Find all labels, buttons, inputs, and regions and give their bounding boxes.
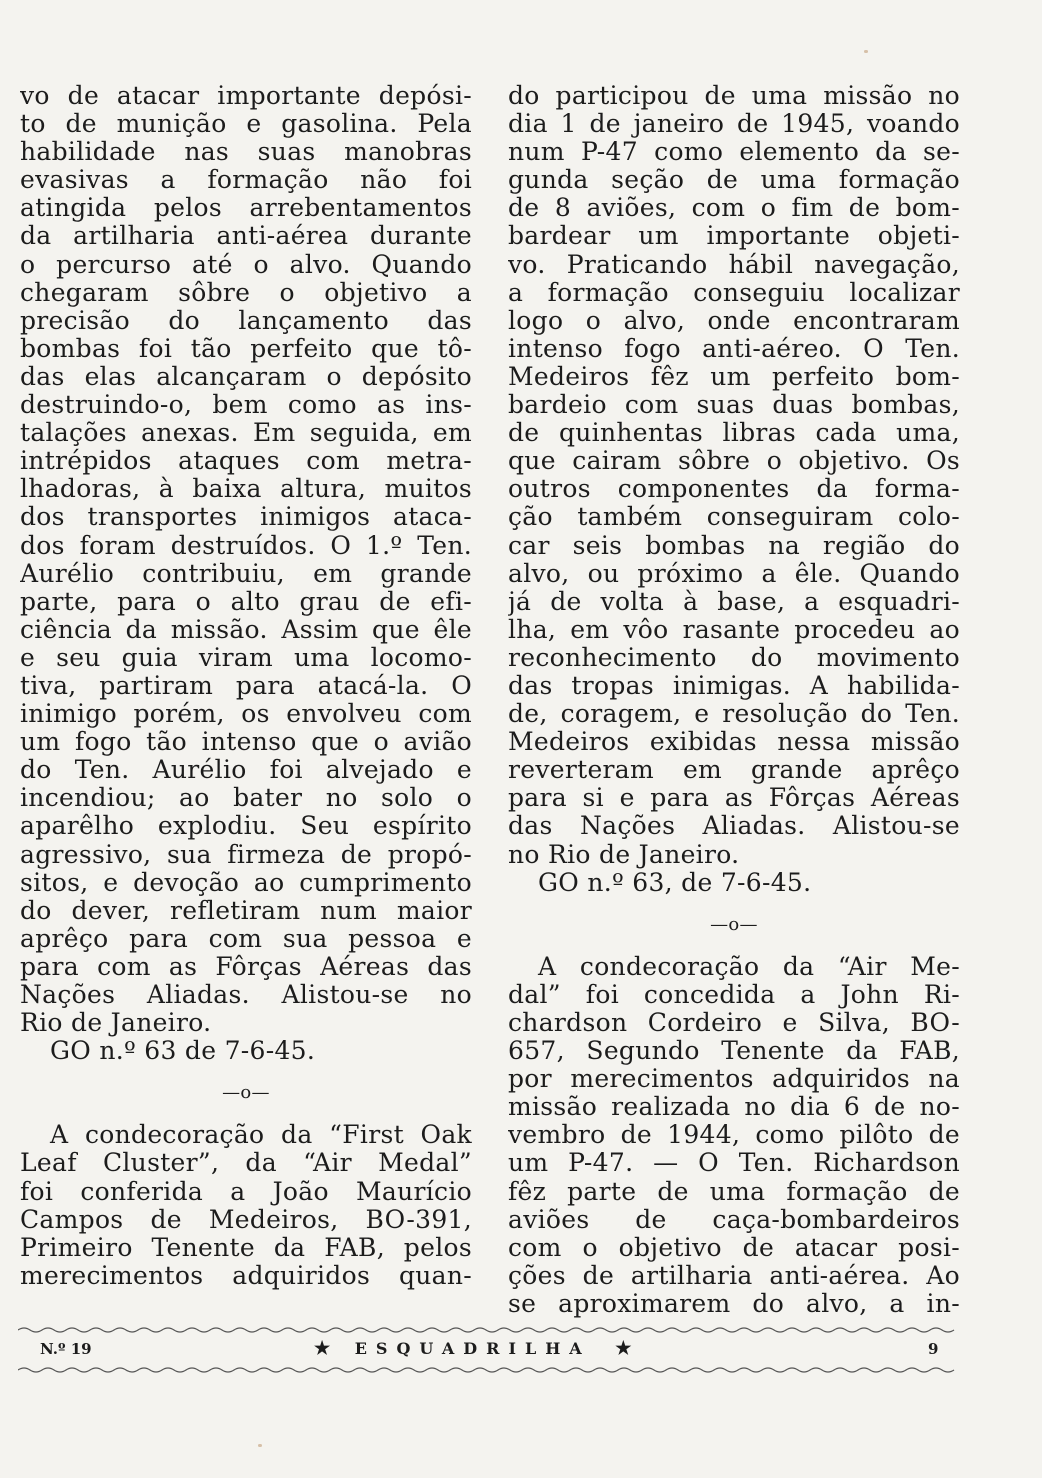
body-text-line: agressivo, sua firmeza de propó- — [20, 840, 472, 869]
body-text-line: ção também conseguiram colo- — [508, 503, 960, 532]
body-text-line: a formação conseguiu localizar — [508, 278, 960, 307]
body-text-line: bardeio com suas duas bombas, — [508, 391, 960, 420]
body-text-line: das tropas inimigas. A habilida- — [508, 671, 960, 700]
body-text-line: Leaf Cluster”, da “Air Medal” — [20, 1149, 472, 1178]
body-text-line: um fogo tão intenso que o avião — [20, 728, 472, 757]
body-text-line: num P-47 como elemento da se- — [508, 138, 960, 167]
paper-speck — [864, 50, 868, 53]
body-text-line: do participou de uma missão no — [508, 82, 960, 110]
body-text-line: dal” foi concedida a John Ri- — [508, 980, 960, 1009]
body-text-line: de, coragem, e resolução do Ten. — [508, 700, 960, 729]
body-text-line: se aproximarem do alvo, a in- — [508, 1289, 960, 1318]
body-text-line: ções de artilharia anti-aérea. Ao — [508, 1261, 960, 1290]
body-text-line: e seu guia viram uma locomo- — [20, 643, 472, 672]
page-number: 9 — [928, 1340, 939, 1358]
star-icon: ★ — [314, 1338, 331, 1359]
body-text-line: de quinhentas libras cada uma, — [508, 419, 960, 448]
body-text-line: A condecoração da “First Oak — [50, 1121, 472, 1150]
citation-line: GO n.º 63, de 7-6-45. — [538, 868, 812, 897]
body-text-line: vembro de 1944, como pilôto de — [508, 1121, 960, 1150]
body-text-line: to de munição e gasolina. Pela — [20, 110, 472, 139]
body-text-line: Medeiros fêz um perfeito bom- — [508, 362, 960, 391]
body-text-line: sitos, e devoção ao cumprimento — [20, 868, 472, 897]
footer-wavy-rule-top — [18, 1326, 958, 1334]
body-text-line: talações anexas. Em seguida, em — [20, 419, 472, 448]
body-text-line: logo o alvo, onde encontraram — [508, 306, 960, 335]
body-text-line: Campos de Medeiros, BO-391, — [20, 1205, 472, 1234]
body-text-line: car seis bombas na região do — [508, 531, 960, 560]
footer-text-row — [18, 1338, 958, 1364]
body-text-line: das elas alcançaram o depósito — [20, 362, 472, 391]
star-icon: ★ — [615, 1338, 632, 1359]
body-text-line: bombas foi tão perfeito que tô- — [20, 334, 472, 363]
body-text-line: um P-47. — O Ten. Richardson — [508, 1149, 960, 1178]
body-text-line: lha, em vôo rasante procedeu ao — [508, 615, 960, 644]
body-text-line: missão realizada no dia 6 de no- — [508, 1093, 960, 1122]
body-text-line: o percurso até o alvo. Quando — [20, 250, 472, 279]
issue-number: N.º 19 — [40, 1340, 92, 1358]
body-text-line: para si e para as Fôrças Aéreas — [508, 784, 960, 813]
body-text-line: das Nações Aliadas. Alistou-se — [508, 812, 960, 841]
body-text-line: tiva, partiram para atacá-la. O — [20, 671, 472, 700]
body-text-line: alvo, ou próximo a êle. Quando — [508, 559, 960, 588]
publication-name — [314, 1338, 631, 1359]
body-text-line: Primeiro Tenente da FAB, pelos — [20, 1233, 472, 1262]
page-footer — [18, 1326, 958, 1376]
paragraph-gap — [20, 1065, 472, 1079]
body-text-line: para com as Fôrças Aéreas das — [20, 952, 472, 981]
body-text-line: com o objetivo de atacar posi- — [508, 1233, 960, 1262]
body-text-line: chardson Cordeiro e Silva, BO- — [508, 1009, 960, 1037]
body-text-line: aparêlho explodiu. Seu espírito — [20, 812, 472, 841]
body-text-line: Aurélio contribuiu, em grande — [20, 559, 472, 588]
body-text-line: Nações Aliadas. Alistou-se no — [20, 981, 472, 1009]
citation-line: GO n.º 63 de 7-6-45. — [50, 1037, 316, 1066]
body-text-line: Rio de Janeiro. — [20, 1009, 212, 1038]
body-text-line: outros componentes da forma- — [508, 475, 960, 504]
body-text-line: de 8 aviões, com o fim de bom- — [508, 194, 960, 223]
body-text-line: da artilharia anti-aérea durante — [20, 222, 472, 251]
paper-speck — [258, 1444, 262, 1447]
footer-wavy-rule-bottom — [18, 1366, 958, 1374]
body-text-line: evasivas a formação não foi — [20, 166, 472, 195]
body-text-line: dos transportes inimigos ataca- — [20, 503, 472, 532]
body-text-line: por merecimentos adquiridos na — [508, 1065, 960, 1094]
section-separator: —o— — [710, 913, 758, 935]
section-separator: —o— — [222, 1082, 270, 1104]
body-text-line: reverteram em grande aprêço — [508, 756, 960, 785]
body-text-line: merecimentos adquiridos quan- — [20, 1261, 472, 1290]
body-text-line: dos foram destruídos. O 1.º Ten. — [20, 531, 472, 560]
body-text-line: chegaram sôbre o objetivo a — [20, 278, 472, 307]
body-text-line: lhadoras, à baixa altura, muitos — [20, 475, 472, 504]
body-text-line: destruindo-o, bem como as ins- — [20, 391, 472, 420]
body-text-line: foi conferida a João Maurício — [20, 1177, 472, 1206]
body-text-line: no Rio de Janeiro. — [508, 840, 740, 869]
paragraph-gap — [508, 897, 960, 911]
body-text-line: 657, Segundo Tenente da FAB, — [508, 1037, 960, 1066]
body-text-line: dia 1 de janeiro de 1945, voando — [508, 110, 960, 139]
body-text-line: do dever, refletiram num maior — [20, 896, 472, 925]
body-text-line: gunda seção de uma formação — [508, 166, 960, 195]
body-text-line: Medeiros exibidas nessa missão — [508, 728, 960, 757]
body-text-line: bardear um importante objeti- — [508, 222, 960, 251]
body-text-line: intrépidos ataques com metra- — [20, 447, 472, 476]
paragraph-gap — [508, 939, 960, 953]
body-text-line: vo de atacar importante depósi- — [20, 82, 472, 110]
body-text-line: vo. Praticando hábil navegação, — [508, 250, 960, 279]
body-text-line: já de volta à base, a esquadri- — [508, 587, 960, 616]
body-text-line: intenso fogo anti-aéreo. O Ten. — [508, 334, 960, 363]
body-text-line: reconhecimento do movimento — [508, 643, 960, 672]
left-column — [20, 82, 472, 1290]
body-text-line: aprêço para com sua pessoa e — [20, 924, 472, 953]
body-text-line: fêz parte de uma formação de — [508, 1177, 960, 1206]
body-text-line: A condecoração da “Air Me- — [538, 952, 960, 981]
body-text-line: habilidade nas suas manobras — [20, 138, 472, 167]
body-text-line: que cairam sôbre o objetivo. Os — [508, 447, 960, 476]
body-text-line: do Ten. Aurélio foi alvejado e — [20, 756, 472, 785]
body-text-line: parte, para o alto grau de efi- — [20, 587, 472, 616]
paragraph-gap — [20, 1107, 472, 1121]
body-text-line: inimigo porém, os envolveu com — [20, 700, 472, 729]
body-text-line: ciência da missão. Assim que êle — [20, 615, 472, 644]
publication-title: ESQUADRILHA — [354, 1339, 591, 1358]
right-column — [508, 82, 960, 1318]
body-text-line: atingida pelos arrebentamentos — [20, 194, 472, 223]
body-text-line: precisão do lançamento das — [20, 306, 472, 335]
body-text-line: aviões de caça-bombardeiros — [508, 1205, 960, 1234]
body-text-line: incendiou; ao bater no solo o — [20, 784, 472, 813]
